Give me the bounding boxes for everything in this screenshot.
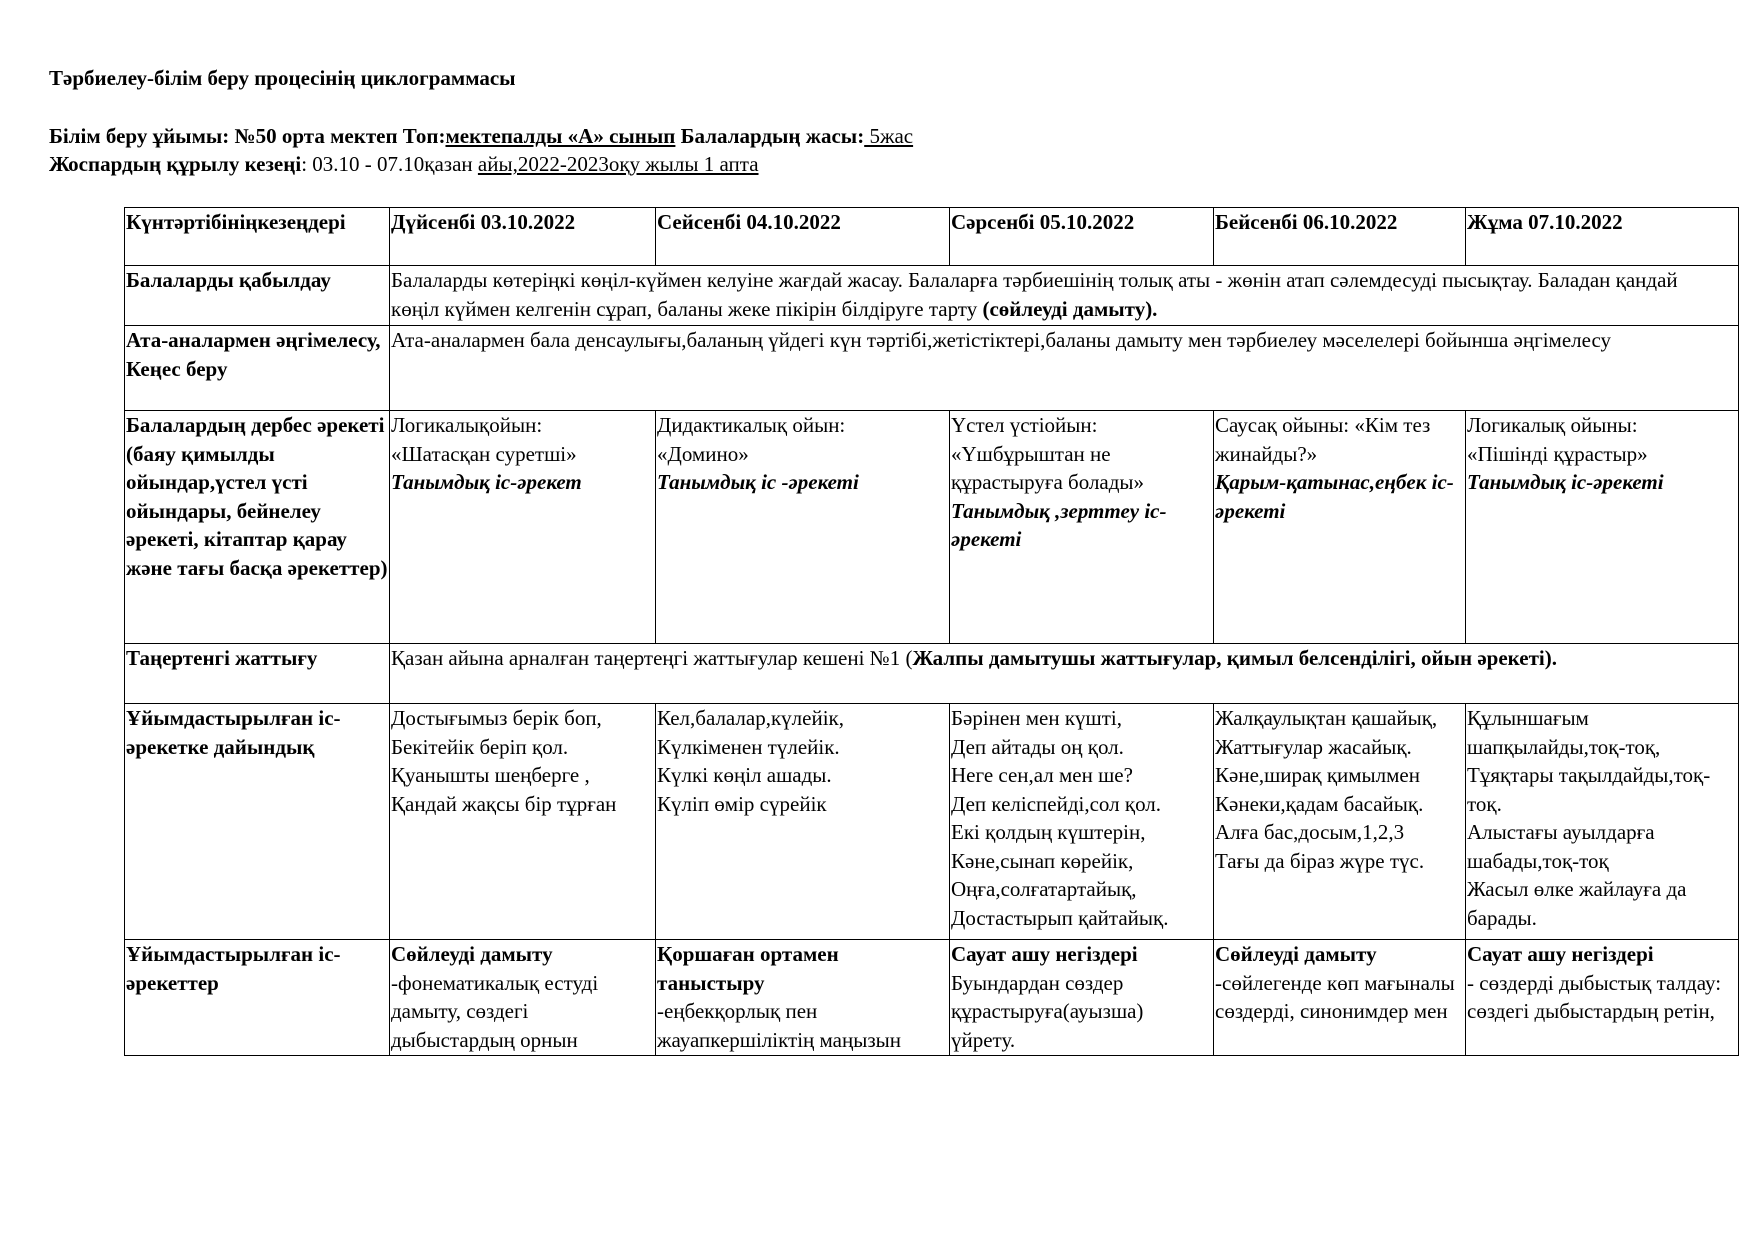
- period-label: Жоспардың құрылу кезеңі: [49, 152, 302, 176]
- header-friday-cell: Жұма 07.10.2022: [1466, 208, 1739, 266]
- header-thursday-cell: Бейсенбі 06.10.2022: [1214, 208, 1466, 266]
- organization-line: [49, 124, 913, 149]
- activity-title: Сауат ашу негіздері: [1467, 942, 1654, 966]
- preparation-row: [125, 704, 1739, 940]
- poem-line: Оңға,солғатартайық,: [951, 877, 1137, 901]
- activities-thursday-cell: [1214, 940, 1466, 1056]
- activity-description: - сөздерді дыбыстық талдау: сөздегі дыбыстардың ретін,: [1467, 970, 1722, 1023]
- independent-row: [125, 411, 1739, 644]
- parents-text-cell: Ата-аналармен бала денсаулығы,баланың үйдегі күн тәртібі,жетістіктері,баланы дамыту мен тәрбиелеу мәселелері бойынша әңгімелесу: [390, 326, 1739, 411]
- poem-line: Қуанышты шеңберге ,: [391, 763, 590, 787]
- reception-stage-cell: Балаларды қабылдау: [125, 266, 390, 326]
- header-tuesday-cell: Сейсенбі 04.10.2022: [656, 208, 950, 266]
- header-row: [125, 208, 1739, 266]
- preparation-stage-cell: Ұйымдастырылған іс-әрекетке дайындық: [125, 704, 390, 940]
- activity-description: Буындардан сөздер құрастыруға(ауызша) үйрету.: [951, 970, 1144, 1052]
- independent-thursday-activity: Қарым-қатынас,еңбек іс-әрекеті: [1215, 470, 1454, 523]
- activity-title: Сауат ашу негіздері: [951, 942, 1138, 966]
- poem-line: Достастырып қайтайық.: [951, 905, 1169, 930]
- independent-wednesday-activity: Танымдық ,зерттеу іс-әрекеті: [951, 498, 1167, 551]
- activity-title: Сөйлеуді дамыту: [391, 942, 553, 966]
- independent-wednesday-line: «Үшбұрыштан не құрастыруға болады»: [951, 441, 1145, 494]
- activities-friday-cell: [1466, 940, 1739, 1056]
- activity-description: -сөйлегенде көп мағыналы сөздерді, синонимдер мен: [1215, 970, 1455, 1023]
- preparation-tuesday-cell: [656, 704, 950, 940]
- activity-title: Қоршаған ортамен таныстыру: [657, 942, 839, 995]
- header-wednesday-cell: Сәрсенбі 05.10.2022: [950, 208, 1214, 266]
- period-line: [49, 152, 759, 177]
- document-title: Тәрбиелеу-білім беру процесінің циклограммасы: [49, 66, 516, 90]
- poem-line: Құлыншағым шапқылайды,тоқ-тоқ,: [1467, 706, 1661, 759]
- independent-tuesday-activity: Танымдық іс -әрекеті: [657, 470, 859, 494]
- independent-tuesday-cell: [656, 411, 950, 644]
- poem-line: Жасыл өлке жайлауға да барады.: [1467, 877, 1687, 930]
- poem-line: Неге сен,ал мен ше?: [951, 763, 1133, 787]
- poem-line: Алға бас,досым,1,2,3: [1215, 820, 1405, 844]
- poem-line: Тұяқтары тақылдайды,тоқ-тоқ.: [1467, 763, 1711, 816]
- poem-line: Екі қолдың күштерін,: [951, 820, 1146, 844]
- org-label: Білім беру ұйымы: №50 орта мектеп Топ:: [49, 124, 446, 148]
- schedule-table: [124, 207, 1739, 1056]
- independent-monday-cell: [390, 411, 656, 644]
- activity-title: Сөйлеуді дамыту: [1215, 942, 1377, 966]
- activities-row: [125, 940, 1739, 1056]
- preparation-monday-cell: [390, 704, 656, 940]
- poem-line: Жаттығулар жасайық.: [1215, 734, 1412, 759]
- poem-line: Кел,балалар,күлейік,: [657, 706, 845, 730]
- poem-line: Кәне,ширақ қимылмен: [1215, 763, 1420, 787]
- independent-thursday-line: Саусақ ойыны: «Кім тез жинайды?»: [1215, 413, 1431, 466]
- morning-bold-text: Жалпы дамытушы жаттығулар, қимыл белсенділігі, ойын әрекеті).: [912, 646, 1557, 670]
- poem-line: Достығымыз берік боп,: [391, 706, 602, 730]
- poem-line: Жалқаулықтан қашайық,: [1215, 706, 1438, 730]
- activities-stage-cell: Ұйымдастырылған іс-әрекеттер: [125, 940, 390, 1056]
- poem-line: Алыстағы ауылдарға шабады,тоқ-тоқ: [1467, 820, 1655, 873]
- reception-bold-text: (сөйлеуді дамыту).: [982, 296, 1158, 321]
- activities-monday-cell: [390, 940, 656, 1056]
- independent-friday-cell: [1466, 411, 1739, 644]
- poem-line: Бәрінен мен күшті,: [951, 706, 1122, 730]
- independent-tuesday-line: «Домино»: [657, 441, 749, 466]
- independent-monday-line: Логикалықойын:: [391, 413, 543, 437]
- independent-friday-activity: Танымдық іс-әрекеті: [1467, 470, 1664, 494]
- poem-line: Кәне,сынап көрейік,: [951, 848, 1134, 873]
- activity-description: -фонематикалық естуді дамыту, сөздегі дыбыстардың орнын: [391, 970, 599, 1052]
- activities-wednesday-cell: [950, 940, 1214, 1056]
- poem-line: Қандай жақсы бір тұрған: [391, 791, 617, 816]
- activity-description: -еңбекқорлық пен жауапкершіліктің маңызын: [657, 999, 901, 1052]
- poem-line: Күліп өмір сүрейік: [657, 791, 827, 816]
- poem-line: Деп айтады оң қол.: [951, 734, 1124, 759]
- header-monday-cell: Дүйсенбі 03.10.2022: [390, 208, 656, 266]
- period-dates: : 03.10 - 07.10қазан: [301, 152, 478, 176]
- independent-wednesday-cell: [950, 411, 1214, 644]
- independent-friday-line: «Пішінді құрастыр»: [1467, 441, 1648, 466]
- independent-thursday-cell: [1214, 411, 1466, 644]
- reception-text-cell: [390, 266, 1739, 326]
- poem-line: Күлкіменен түлейік.: [657, 734, 840, 759]
- independent-monday-activity: Танымдық іс-әрекет: [391, 470, 582, 494]
- morning-text-cell: [390, 644, 1739, 704]
- period-value: айы,2022-2023оқу жылы 1 апта: [477, 152, 759, 176]
- poem-line: Бекітейік беріп қол.: [391, 734, 569, 759]
- parents-stage-cell: Ата-аналармен әңгімелесу, Кеңес беру: [125, 326, 390, 411]
- reception-text: Балаларды көтеріңкі көңіл-күймен келуіне жағдай жасау. Балаларға тәрбиешінің толық аты - жөнін атап сәлемдесуді пысықтау. Баладан қандай көңіл күймен келгенін сұрап, баланы жеке пікірін білдіруге тарту: [391, 268, 1678, 321]
- morning-stage-cell: Таңертенгі жаттығу: [125, 644, 390, 704]
- independent-wednesday-line: Үстел үстіойын:: [951, 413, 1098, 437]
- parents-row: [125, 326, 1739, 411]
- group-value: мектепалды «А» сынып: [445, 124, 676, 148]
- age-label: Балалардың жасы:: [675, 124, 865, 148]
- header-stage-cell: Күнтәртібініңкезеңдері: [125, 208, 390, 266]
- morning-exercise-row: [125, 644, 1739, 704]
- preparation-friday-cell: [1466, 704, 1739, 940]
- morning-text: Қазан айына арналған таңертеңгі жаттығулар кешені №1 (: [391, 646, 913, 670]
- activities-tuesday-cell: [656, 940, 950, 1056]
- poem-line: Деп келіспейді,сол қол.: [951, 791, 1162, 816]
- poem-line: Кәнеки,қадам басайық.: [1215, 791, 1424, 816]
- independent-monday-line: «Шатасқан суретші»: [391, 441, 577, 466]
- preparation-wednesday-cell: [950, 704, 1214, 940]
- reception-row: [125, 266, 1739, 326]
- preparation-thursday-cell: [1214, 704, 1466, 940]
- independent-tuesday-line: Дидактикалық ойын:: [657, 413, 846, 437]
- independent-stage-cell: Балалардың дербес әрекеті (баяу қимылды ойындар,үстел үсті ойындары, бейнелеу әрекеті, кітаптар қарау және тағы басқа әрекеттер): [125, 411, 390, 644]
- age-value: 5жас: [864, 124, 914, 148]
- poem-line: Күлкі көңіл ашады.: [657, 763, 832, 787]
- independent-friday-line: Логикалық ойыны:: [1467, 413, 1638, 437]
- poem-line: Тағы да біраз жүре түс.: [1215, 848, 1425, 873]
